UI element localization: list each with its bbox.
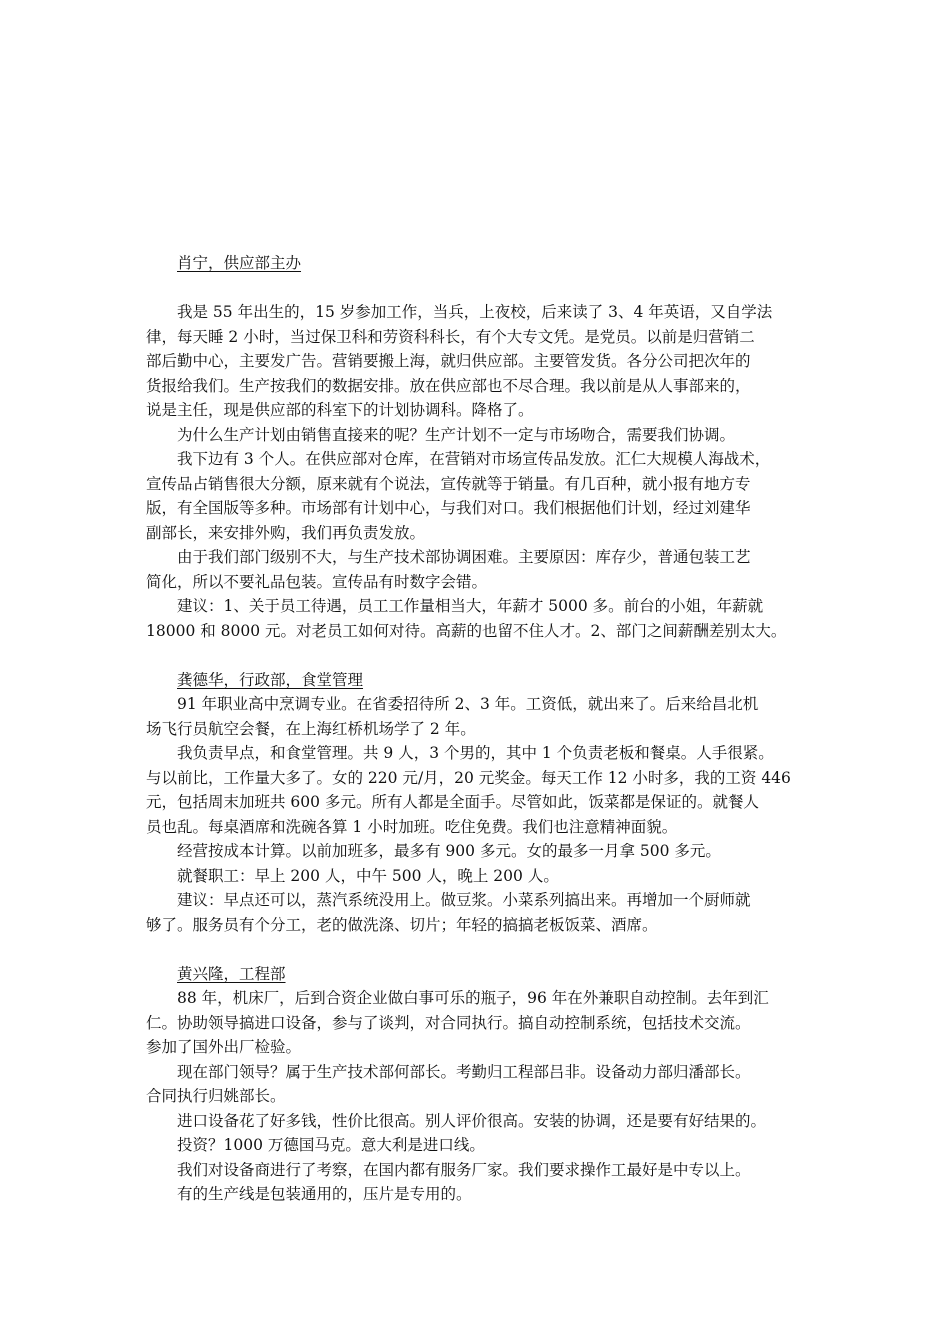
paragraph-line: 与以前比，工作量大多了。女的 220 元/月，20 元奖金。每天工作 12 小时多，我的工资 446	[146, 768, 791, 787]
blank-line	[146, 643, 814, 668]
paragraph-line: 版，有全国版等多种。市场部有计划中心，与我们对口。我们根据他们计划，经过刘建华	[146, 499, 751, 517]
paragraph-line: 员也乱。每桌酒席和洗碗各算 1 小时加班。吃住免费。我们也注意精神面貌。	[146, 817, 678, 836]
paragraph-line: 仁。协助领导搞进口设备，参与了谈判，对合同执行。搞自动控制系统，包括技术交流。	[146, 1013, 751, 1032]
paragraph-line: 91 年职业高中烹调专业。在省委招待所 2、3 年。工资低，就出来了。后来给昌北机	[177, 695, 759, 713]
paragraph-line: 我负责早点，和食堂管理。共 9 人，3 个男的，其中 1 个负责老板和餐桌。人手很紧。	[177, 744, 774, 762]
blank-line	[146, 937, 814, 962]
paragraph-line: 建议：早点还可以，蒸汽系统没用上。做豆浆。小菜系列搞出来。再增加一个厨师就	[177, 891, 751, 909]
paragraph-line: 合同执行归姚部长。	[146, 1087, 286, 1105]
section-heading: 黄兴隆，工程部	[177, 964, 286, 983]
paragraph-line: 货报给我们。生产按我们的数据安排。放在供应部也不尽合理。我以前是从人事部来的，	[146, 376, 751, 395]
paragraph-line: 部后勤中心，主要发广告。营销要搬上海，就归供应部。主要管发货。各分公司把次年的	[146, 352, 751, 370]
section-heading: 肖宁，供应部主办	[177, 254, 302, 272]
paragraph-line: 场飞行员航空会餐，在上海红桥机场学了 2 年。	[146, 719, 476, 738]
paragraph-line: 简化，所以不要礼品包装。宣传品有时数字会错。	[146, 572, 488, 591]
paragraph-line: 元，包括周末加班共 600 多元。所有人都是全面手。尽管如此，饭菜都是保证的。就餐人	[146, 793, 759, 811]
paragraph-line: 投资？1000 万德国马克。意大利是进口线。	[177, 1136, 485, 1154]
paragraph-line: 建议：1、关于员工待遇，员工工作量相当大，年薪才 5000 多。前台的小姐，年薪就	[177, 597, 764, 615]
paragraph-line: 进口设备花了好多钱，性价比很高。别人评价很高。安装的协调，还是要有好结果的。	[177, 1111, 767, 1130]
blank-line	[146, 276, 814, 301]
paragraph-line: 经营按成本计算。以前加班多，最多有 900 多元。女的最多一月拿 500 多元。	[177, 842, 721, 860]
document-page	[146, 251, 814, 1207]
paragraph-line: 我是 55 年出生的，15 岁参加工作，当兵，上夜校，后来读了 3、4 年英语，又自学法	[177, 303, 773, 321]
paragraph-line: 我们对设备商进行了考察，在国内都有服务厂家。我们要求操作工最好是中专以上。	[177, 1160, 751, 1179]
paragraph-line: 就餐职工：早上 200 人，中午 500 人，晚上 200 人。	[177, 866, 559, 885]
paragraph-line: 我下边有 3 个人。在供应部对仓库，在营销对市场宣传品发放。汇仁大规模人海战术，	[177, 450, 771, 468]
paragraph-line: 现在部门领导？属于生产技术部何部长。考勤归工程部吕非。设备动力部归潘部长。	[177, 1062, 751, 1081]
paragraph-line: 副部长，来安排外购，我们再负责发放。	[146, 523, 426, 542]
paragraph-line: 88 年，机床厂，后到合资企业做白事可乐的瓶子，96 年在外兼职自动控制。去年到汇	[177, 989, 769, 1007]
paragraph-line: 律，每天睡 2 小时，当过保卫科和劳资科科长，有个大专文凭。是党员。以前是归营销二	[146, 327, 755, 346]
paragraph-line: 18000 和 8000 元。对老员工如何对待。高薪的也留不住人才。2、部门之间薪酬差别太大。	[146, 621, 787, 640]
paragraph-line: 为什么生产计划由销售直接来的呢？生产计划不一定与市场吻合，需要我们协调。	[177, 425, 736, 444]
paragraph-line: 够了。服务员有个分工，老的做洗涤、切片；年轻的搞搞老板饭菜、酒席。	[146, 915, 658, 934]
paragraph-line: 说是主任，现是供应部的科室下的计划协调科。降格了。	[146, 401, 534, 419]
paragraph-line: 有的生产线是包装通用的，压片是专用的。	[177, 1185, 472, 1203]
paragraph-line: 由于我们部门级别不大，与生产技术部协调困难。主要原因：库存少，普通包装工艺	[177, 548, 751, 566]
paragraph-line: 参加了国外出厂检验。	[146, 1038, 302, 1056]
section-heading: 龚德华，行政部，食堂管理	[177, 670, 364, 689]
paragraph-line: 宣传品占销售很大分额，原来就有个说法，宣传就等于销量。有几百种，就小报有地方专	[146, 474, 751, 493]
